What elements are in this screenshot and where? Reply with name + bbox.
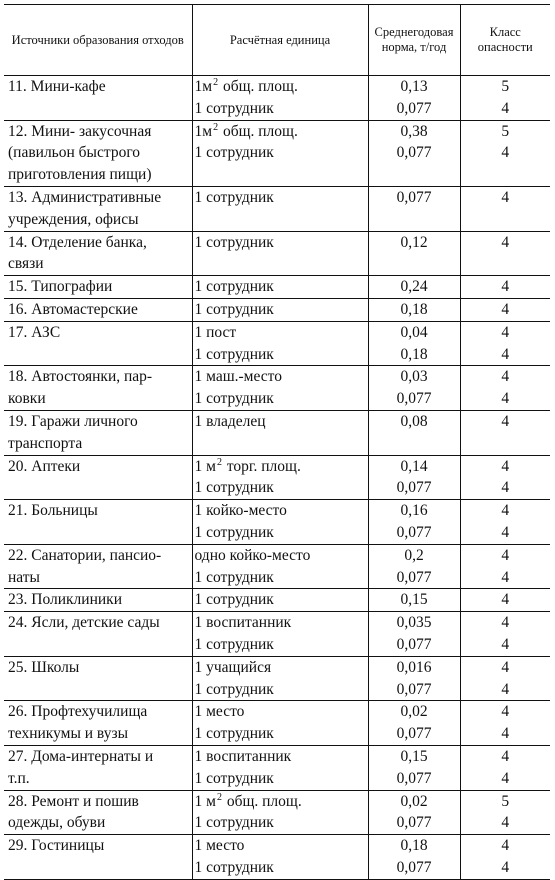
unit-line: $1м^2$ общ. площ. [194,77,298,95]
source-line: 19. Гаражи личного [8,412,138,430]
header-source: Источники образования отходов [4,5,192,76]
header-norm: Среднегодовая норма, т/год [368,5,460,76]
norm-line: 0,077 [396,144,432,162]
unit-cell [192,544,368,589]
empty-line [372,209,457,231]
unit-line: 1 сотрудник [194,680,274,698]
unit-line: 1 маш.-место [194,368,282,386]
header-class: Класс опасности [460,5,550,76]
source-line: приготовления пищи) [8,166,152,184]
unit-cell [192,790,368,835]
source-line: 24. Ясли, детские сады [8,614,160,632]
norm-line: 0,077 [396,725,432,743]
norm-line: 0,02 [400,703,428,721]
source-cell [4,186,192,231]
empty-line [464,164,548,186]
unit-line: 1 сотрудник [194,99,274,117]
unit-line: 1 сотрудник [194,725,274,743]
table-row [4,321,550,366]
class-line: 4 [501,614,510,632]
norm-line: 0,13 [400,78,428,95]
source-line: 23. Поликлиники [8,591,122,609]
table-row [4,186,550,231]
unit-cell [192,589,368,612]
class-cell [460,120,550,186]
unit-cell [192,298,368,321]
class-line: 4 [501,680,510,698]
class-cell [460,410,550,455]
source-cell [4,745,192,790]
norm-cell [368,656,460,701]
source-line: связи [8,255,44,273]
class-line: 5 [501,792,510,810]
norm-line: 0,077 [396,99,432,117]
empty-line [8,679,189,701]
source-line: 16. Автомастерские [8,300,138,318]
norm-line: 0,077 [396,390,432,408]
norm-cell [368,500,460,545]
norm-cell [368,589,460,612]
empty-line [464,253,548,275]
class-line: 4 [501,568,510,586]
unit-line: 1 место [194,837,245,855]
unit-cell [192,120,368,186]
source-line: одежды, обуви [8,814,106,832]
source-cell [4,656,192,701]
class-cell [460,276,550,299]
source-line: 27. Дома-интернаты и [8,747,154,765]
source-cell [4,701,192,746]
table-header [4,5,550,76]
norm-line: 0,18 [400,345,428,363]
class-line: 4 [501,703,510,721]
table-row [4,589,550,612]
norm-line: 0,077 [396,523,432,541]
class-cell [460,455,550,500]
norm-cell [368,120,460,186]
unit-line: 1 место [194,703,245,721]
table-row [4,745,550,790]
unit-cell [192,701,368,746]
class-line: 4 [501,725,510,743]
norm-cell [368,321,460,366]
class-cell [460,589,550,612]
norm-cell [368,745,460,790]
class-line: 4 [501,858,510,876]
class-cell [460,76,550,121]
table-row [4,790,550,835]
unit-line: $1м^2$ общ. площ. [194,121,298,140]
source-cell [4,231,192,276]
class-line: 4 [501,188,510,206]
class-line: 4 [501,546,510,564]
norm-line: 0,15 [400,591,428,609]
norm-line: 0,24 [400,278,428,296]
norm-line: 0,077 [396,814,432,832]
source-line: 20. Аптеки [8,457,81,475]
source-cell [4,76,192,121]
table-row [4,612,550,657]
unit-line: 1 учащийся [194,658,272,676]
class-line: 4 [501,233,510,251]
class-line: 4 [501,837,510,855]
norm-line: 0,077 [396,680,432,698]
class-line: 4 [501,658,510,676]
unit-cell [192,231,368,276]
unit-line: 1 воспитанник [194,614,292,632]
norm-cell [368,366,460,411]
unit-line: одно койко-место [194,546,311,564]
table-row [4,410,550,455]
class-line: 4 [501,769,510,787]
class-cell [460,656,550,701]
unit-line: 1 $м^2$ общ. площ. [194,791,302,810]
norm-line: 0,077 [396,188,432,206]
class-line: 4 [501,144,510,162]
source-cell [4,500,192,545]
class-line: 4 [501,523,510,541]
norm-line: 0,077 [396,769,432,787]
table-row [4,701,550,746]
unit-line: 1 владелец [194,412,266,430]
source-line: 22. Санатории, пансио- [8,546,162,564]
unit-cell [192,186,368,231]
source-line: т.п. [8,769,30,787]
source-line: ковки [8,390,46,408]
class-cell [460,701,550,746]
unit-line: 1 сотрудник [194,814,274,832]
source-line: 26. Профтехучилища [8,703,148,721]
norm-line: 0,08 [400,412,428,430]
empty-line [8,857,189,879]
empty-line [372,253,457,275]
class-line: 4 [501,635,510,653]
class-line: 4 [501,99,510,117]
empty-line [8,98,189,120]
unit-cell [192,745,368,790]
norm-cell [368,612,460,657]
empty-line [464,209,548,231]
unit-cell [192,410,368,455]
unit-line: 1 сотрудник [194,233,274,251]
unit-cell [192,656,368,701]
norm-line: 0,03 [400,368,428,386]
norm-line: 0,14 [400,457,428,475]
class-line: 4 [501,457,510,475]
source-cell [4,790,192,835]
norm-line: 0,077 [396,479,432,497]
empty-line [8,634,189,656]
norm-line: 0,15 [400,747,428,765]
source-line: 13. Административные [8,188,162,206]
norm-line: 0,077 [396,568,432,586]
unit-line: 1 сотрудник [194,568,274,586]
class-cell [460,544,550,589]
unit-line: 1 пост [194,323,237,341]
class-line: 4 [501,412,510,430]
table-row [4,500,550,545]
source-line: 17. АЗС [8,323,61,341]
empty-line [8,344,189,366]
unit-line: 1 сотрудник [194,345,274,363]
unit-line: 1 сотрудник [194,188,274,206]
source-line: (павильон быстрого [8,144,141,162]
norm-line: 0,077 [396,635,432,653]
source-cell [4,120,192,186]
source-cell [4,321,192,366]
header-unit: Расчётная единица [192,5,368,76]
empty-line [195,433,365,455]
norm-line: 0,016 [396,658,432,676]
norm-cell [368,701,460,746]
class-line: 5 [501,78,510,95]
norm-line: 0,2 [404,546,424,564]
source-line: техникумы и вузы [8,725,128,743]
table-body [4,76,550,880]
unit-line: 1 сотрудник [194,523,274,541]
class-cell [460,186,550,231]
source-line: 28. Ремонт и пошив [8,792,139,810]
class-line: 4 [501,323,510,341]
empty-line [8,522,189,544]
source-line: 14. Отделение банка, [8,233,147,251]
source-line: 29. Гостиницы [8,837,105,855]
class-line: 4 [501,479,510,497]
unit-line: 1 сотрудник [194,144,274,162]
unit-line: 1 сотрудник [194,390,274,408]
class-line: 4 [501,300,510,318]
empty-line [372,433,457,455]
source-line: 18. Автостоянки, пар- [8,368,153,386]
class-line: 4 [501,747,510,765]
source-line: 11. Мини-кафе [8,78,106,95]
norm-cell [368,276,460,299]
norm-line: 0,38 [400,122,428,140]
unit-line: 1 воспитанник [194,747,292,765]
table-row [4,656,550,701]
table-row [4,298,550,321]
class-cell [460,790,550,835]
source-cell [4,276,192,299]
source-line: 12. Мини- закусочная [8,122,152,140]
norm-line: 0,18 [400,837,428,855]
unit-cell [192,612,368,657]
norm-cell [368,76,460,121]
source-cell [4,612,192,657]
class-cell [460,745,550,790]
unit-cell [192,76,368,121]
unit-cell [192,276,368,299]
table-row [4,120,550,186]
class-line: 4 [501,345,510,363]
norm-line: 0,02 [400,792,428,810]
class-cell [460,366,550,411]
norm-cell [368,455,460,500]
source-line: 25. Школы [8,658,80,676]
source-cell [4,544,192,589]
source-cell [4,589,192,612]
unit-line: 1 сотрудник [194,635,274,653]
table-row [4,366,550,411]
class-line: 5 [501,122,510,140]
source-line: 21. Больницы [8,502,98,520]
unit-cell [192,455,368,500]
unit-line: 1 койко-место [194,502,287,520]
norm-line: 0,16 [400,502,428,520]
waste-norms-table [4,4,550,880]
norm-cell [368,544,460,589]
class-line: 4 [501,591,510,609]
table-row [4,276,550,299]
table-row [4,231,550,276]
source-line: 15. Типографии [8,278,113,296]
unit-line: 1 сотрудник [194,769,274,787]
norm-line: 0,12 [400,233,428,251]
table-row [4,76,550,121]
empty-line [195,164,365,186]
unit-line: 1 сотрудник [194,591,274,609]
class-cell [460,298,550,321]
table-row [4,455,550,500]
unit-line: 1 $м^2$ торг. площ. [194,456,301,475]
empty-line [8,477,189,499]
source-cell [4,366,192,411]
norm-cell [368,231,460,276]
class-line: 4 [501,502,510,520]
class-cell [460,231,550,276]
source-cell [4,298,192,321]
norm-cell [368,298,460,321]
norm-line: 0,035 [396,614,432,632]
empty-line [195,253,365,275]
norm-cell [368,410,460,455]
unit-cell [192,321,368,366]
source-cell [4,410,192,455]
class-cell [460,321,550,366]
source-line: транспорта [8,434,83,452]
unit-line: 1 сотрудник [194,479,274,497]
empty-line [195,209,365,231]
empty-line [464,433,548,455]
class-line: 4 [501,368,510,386]
table-row [4,544,550,589]
unit-line: 1 сотрудник [194,278,274,296]
class-cell [460,500,550,545]
norm-line: 0,18 [400,300,428,318]
unit-cell [192,366,368,411]
class-line: 4 [501,278,510,296]
class-line: 4 [501,390,510,408]
unit-line: 1 сотрудник [194,300,274,318]
norm-line: 0,04 [400,323,428,341]
norm-cell [368,790,460,835]
class-line: 4 [501,814,510,832]
source-cell [4,455,192,500]
class-cell [460,612,550,657]
empty-line [372,164,457,186]
norm-cell [368,186,460,231]
unit-line: 1 сотрудник [194,858,274,876]
source-line: наты [8,568,40,586]
unit-cell [192,500,368,545]
source-line: учреждения, офисы [8,210,139,228]
norm-line: 0,077 [396,858,432,876]
